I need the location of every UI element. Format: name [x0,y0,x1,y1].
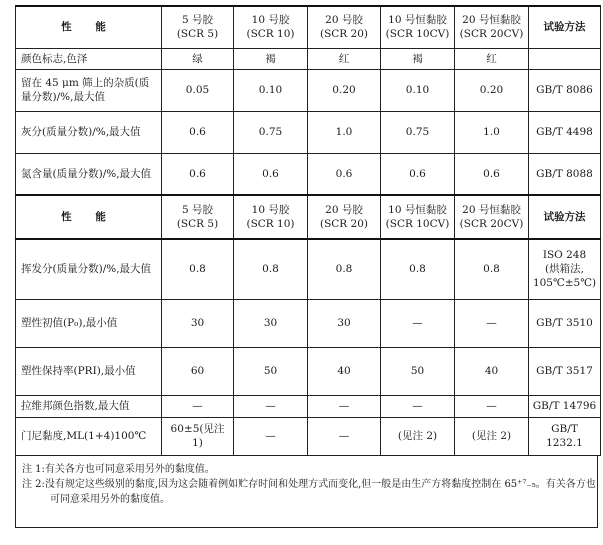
header-col-scr20cv: 20 号恒黏胶 (SCR 20CV) [455,6,529,48]
cell-value: 0.8 [234,239,308,299]
cell-value: 0.6 [234,153,308,195]
row-property: 灰分(质量分数)/%,最大值 [16,111,162,153]
cell-value: 0.10 [381,69,455,111]
row-property: 门尼黏度,ML(1+4)100℃ [16,417,162,455]
cell-value: 绿 [162,48,234,69]
note-2: 注 2:没有规定这些级别的黏度,因为这会随着例如贮存时间和处理方式而变化,但一般是由生产方将黏度控制在 65⁺⁷₋₅。有关各方也可同意采用另外的黏度值。 [22,478,596,505]
cell-value: 1.0 [455,111,529,153]
cell-value: — [455,299,529,347]
cell-value: — [455,395,529,417]
cell-value: 0.05 [162,69,234,111]
row-property: 塑性初值(P₀),最小值 [16,299,162,347]
cell-method: GB/T 14796 [529,395,601,417]
header-method: 试验方法 [529,195,601,239]
cell-value: 0.8 [455,239,529,299]
cell-value: — [308,395,381,417]
header-col-scr10: 10 号胶 (SCR 10) [234,195,308,239]
cell-value: — [162,395,234,417]
cell-value: 0.6 [308,153,381,195]
table-row [16,153,601,195]
cell-value: — [308,417,381,455]
cell-value: 0.8 [308,239,381,299]
cell-method: GB/T 8088 [529,153,601,195]
notes-box [15,456,598,528]
cell-value: 0.6 [381,153,455,195]
header-col-scr5: 5 号胶 (SCR 5) [162,195,234,239]
cell-value: 0.10 [234,69,308,111]
table-row [16,417,601,455]
cell-value: 40 [455,347,529,395]
cell-value: 60±5(见注 1) [162,417,234,455]
cell-value: 30 [308,299,381,347]
cell-method: GB/T 1232.1 [529,417,601,455]
table-row [16,48,601,69]
header-col-scr20: 20 号胶 (SCR 20) [308,195,381,239]
cell-value: — [234,395,308,417]
cell-value: 褐 [381,48,455,69]
header-col-scr10: 10 号胶 (SCR 10) [234,6,308,48]
cell-value: 褐 [234,48,308,69]
cell-value: 0.20 [308,69,381,111]
cell-method: ISO 248 (烘箱法, 105℃±5℃) [529,239,601,299]
note-1: 注 1:有关各方也可同意采用另外的黏度值。 [22,463,215,475]
cell-value: 0.20 [455,69,529,111]
cell-method: GB/T 3510 [529,299,601,347]
row-property: 挥发分(质量分数)/%,最大值 [16,239,162,299]
row-property: 拉维邦颜色指数,最大值 [16,395,162,417]
cell-value: 0.6 [162,111,234,153]
cell-value: 红 [308,48,381,69]
cell-value: 30 [162,299,234,347]
header-col-scr10cv: 10 号恒黏胶 (SCR 10CV) [381,195,455,239]
row-property: 塑性保持率(PRI),最小值 [16,347,162,395]
cell-value: 0.6 [162,153,234,195]
cell-value: 40 [308,347,381,395]
cell-value: 1.0 [308,111,381,153]
cell-value: 0.8 [381,239,455,299]
header-row-1 [16,6,601,48]
cell-value: — [381,299,455,347]
table-row [16,395,601,417]
rubber-spec-table [15,5,601,456]
cell-value: 红 [455,48,529,69]
cell-value: (见注 2) [381,417,455,455]
cell-value: — [381,395,455,417]
cell-value: 0.75 [381,111,455,153]
header-col-scr20cv: 20 号恒黏胶 (SCR 20CV) [455,195,529,239]
cell-method: GB/T 3517 [529,347,601,395]
cell-value: — [234,417,308,455]
header-property: 性 能 [16,195,162,239]
row-property: 留在 45 μm 筛上的杂质(质量分数)/%,最大值 [16,69,162,111]
header-method: 试验方法 [529,6,601,48]
spec-page [15,5,600,528]
cell-method: GB/T 4498 [529,111,601,153]
table-row [16,69,601,111]
row-property: 颜色标志,色泽 [16,48,162,69]
cell-value: (见注 2) [455,417,529,455]
table-row [16,299,601,347]
header-row-2 [16,195,601,239]
cell-value: 30 [234,299,308,347]
cell-value: 50 [381,347,455,395]
cell-method [529,48,601,69]
row-property: 氮含量(质量分数)/%,最大值 [16,153,162,195]
cell-value: 50 [234,347,308,395]
header-col-scr5: 5 号胶 (SCR 5) [162,6,234,48]
cell-value: 0.75 [234,111,308,153]
cell-value: 0.6 [455,153,529,195]
cell-method: GB/T 8086 [529,69,601,111]
header-property: 性 能 [16,6,162,48]
cell-value: 0.8 [162,239,234,299]
cell-value: 60 [162,347,234,395]
table-row [16,111,601,153]
header-col-scr10cv: 10 号恒黏胶 (SCR 10CV) [381,6,455,48]
table-row [16,239,601,299]
header-col-scr20: 20 号胶 (SCR 20) [308,6,381,48]
table-row [16,347,601,395]
